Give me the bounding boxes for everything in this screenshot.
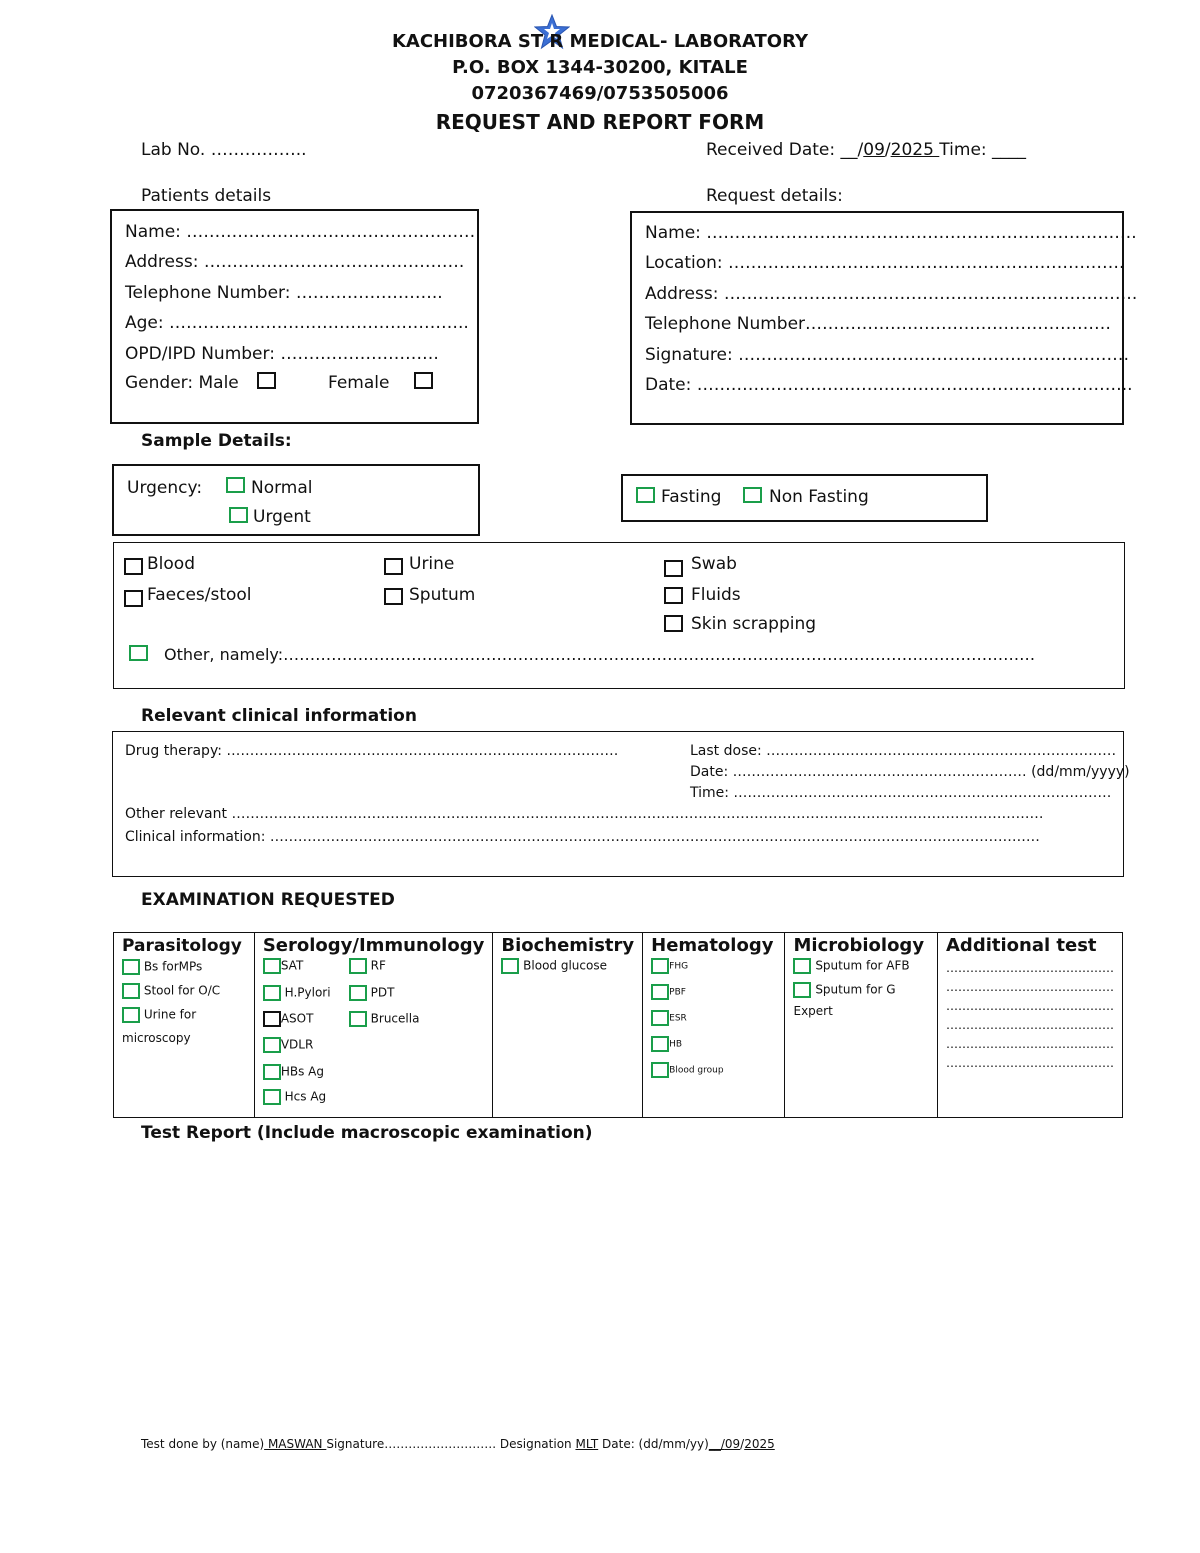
test-report-heading: Test Report (Include macroscopic examination) [141,1123,593,1143]
sat-label: SAT [280,958,304,973]
patient-telephone-field[interactable]: Telephone Number: …………………….. [125,283,443,303]
sample-skin-checkbox[interactable] [664,615,683,632]
sputum-g-checkbox[interactable] [793,982,811,998]
other-relevant-field[interactable]: Other relevant ………………………………………………………………………………………………………………………………………………………… [125,806,1044,822]
gender-male-label: Gender: Male [125,373,239,393]
hbsag-checkbox[interactable] [263,1064,281,1080]
sample-skin-label: Skin scrapping [691,614,817,634]
sample-urine-label: Urine [409,554,455,574]
footer-date-label: Date: (dd/mm/yy) [602,1437,709,1451]
clinical-info-heading: Relevant clinical information [141,706,417,726]
sputum-g-label: Sputum for G [815,982,896,997]
request-location-field[interactable]: Location: ……………………………………………………………. [645,253,1125,273]
urine-for-label: Urine for [143,1007,197,1022]
additional-line[interactable]: …………………………………… [946,999,1114,1013]
rf-label: RF [370,958,386,973]
signature-designation-label[interactable]: Signature………………………. Designation [326,1437,572,1451]
blood-group-checkbox[interactable] [651,1062,669,1078]
footer-line [141,1437,775,1451]
hematology-heading: Hematology [651,935,774,956]
hb-label: HB [669,1039,683,1050]
request-signature-field[interactable]: Signature: …………………………………………………………… [645,345,1130,365]
sample-sputum-checkbox[interactable] [384,588,403,605]
sample-fluids-label: Fluids [691,585,741,605]
fasting-checkbox[interactable] [636,487,655,503]
request-address-field[interactable]: Address: ………………………………………………………………. [645,284,1138,304]
additional-line[interactable]: …………………………………… [946,1018,1114,1032]
patient-name-field[interactable]: Name: ……………………………………………. [125,222,481,242]
serology-heading: Serology/Immunology [262,935,485,956]
pdt-checkbox[interactable] [349,985,367,1001]
sat-checkbox[interactable] [263,958,281,974]
clinical-information-field[interactable]: Clinical information: ………………………………………………………………………………………………………………………………………………… [125,829,1040,845]
hcsag-checkbox[interactable] [263,1089,281,1105]
hbsag-label: HBs Ag [280,1064,324,1079]
sputum-afb-label: Sputum for AFB [815,958,910,973]
received-year: 2025 [890,140,940,160]
brucella-label: Brucella [370,1011,420,1026]
sample-sputum-label: Sputum [409,585,476,605]
footer-date-prefix[interactable]: __/ [708,1437,725,1451]
hpylori-checkbox[interactable] [263,985,281,1001]
received-date[interactable] [706,140,1026,160]
lab-name: KACHIBORA ST R MEDICAL- LABORATORY [391,31,809,52]
gender-female-checkbox[interactable] [414,372,433,389]
serology-column [254,933,493,1118]
urgency-urgent-label: Urgent [253,507,311,527]
esr-checkbox[interactable] [651,1010,669,1026]
urgency-normal-label: Normal [251,478,313,498]
vdlr-checkbox[interactable] [263,1037,281,1053]
sample-fluids-checkbox[interactable] [664,587,683,604]
urgency-normal-checkbox[interactable] [226,477,245,493]
sample-other-checkbox[interactable] [129,645,148,661]
bs-mps-checkbox[interactable] [122,959,140,975]
parasitology-column [114,933,255,1118]
microbiology-heading: Microbiology [793,935,925,956]
last-dose-field[interactable]: Last dose: ………………………………………………………………… [690,743,1117,759]
test-report-area[interactable] [141,1150,1121,1420]
received-time: Time: ____ [939,140,1027,160]
urgency-label: Urgency: [127,478,203,498]
drug-therapy-field[interactable]: Drug therapy: ………………………………………………………………………… [125,743,619,759]
patient-age-field[interactable]: Age: …………………………………………….. [125,313,469,333]
blood-group-label: Blood group [669,1065,724,1076]
designation-value[interactable]: MLT [575,1437,599,1451]
exam-table [113,932,1123,1118]
rf-checkbox[interactable] [349,958,367,974]
biochemistry-column [493,933,643,1118]
additional-test-column [938,933,1123,1118]
additional-line[interactable]: …………………………………… [946,961,1114,975]
biochemistry-heading: Biochemistry [501,935,635,956]
additional-test-heading: Additional test [946,935,1097,956]
sputum-afb-checkbox[interactable] [793,958,811,974]
pdt-label: PDT [370,985,395,1000]
urine-for-checkbox[interactable] [122,1007,140,1023]
fasting-label: Fasting [661,487,722,507]
hcsag-label: Hcs Ag [284,1089,327,1104]
request-telephone-field[interactable]: Telephone Number……………………………………………… [645,314,1112,334]
patients-details-heading: Patients details [141,186,272,206]
fhg-checkbox[interactable] [651,958,669,974]
footer-sep: / [740,1437,745,1451]
urgency-urgent-checkbox[interactable] [229,507,248,523]
parasitology-heading: Parasitology [122,936,242,956]
clinical-time-field[interactable]: Time: ……………………………………………………………………… [690,785,1112,801]
lab-no-field[interactable]: Lab No. …………….. [141,140,307,160]
fhg-label: FHG [669,961,689,972]
blood-glucose-label: Blood glucose [523,958,607,973]
asot-label: ASOT [280,1011,314,1026]
bs-mps-label: Bs forMPs [143,959,203,974]
expert-label: Expert [793,1004,833,1018]
gender-male-checkbox[interactable] [257,372,276,389]
sample-types-box [113,542,1125,689]
received-date-label: Received Date: __/ [706,140,864,160]
form-title: REQUEST AND REPORT FORM [435,110,765,134]
request-details-heading: Request details: [706,186,843,206]
sample-swab-checkbox[interactable] [664,560,683,577]
received-month: 09 [863,140,885,160]
pbf-checkbox[interactable] [651,984,669,1000]
sample-blood-label: Blood [147,554,195,574]
sample-faeces-label: Faeces/stool [147,585,252,605]
sample-other-field[interactable]: Other, namely:…………………………………………………………………………………………………………………………… [164,645,1036,664]
brucella-checkbox[interactable] [349,1011,367,1027]
lab-phones: 0720367469/0753505006 [471,83,729,104]
footer-year: 2025 [744,1437,775,1451]
microbiology-column [785,933,938,1118]
sample-faeces-checkbox[interactable] [124,590,143,607]
microscopy-label: microscopy [122,1031,191,1045]
hematology-column [643,933,785,1118]
done-by-label: Test done by (name) [141,1437,265,1451]
additional-line[interactable]: …………………………………… [946,980,1114,994]
blood-glucose-checkbox[interactable] [501,958,519,974]
gender-female-label: Female [328,373,390,393]
exam-requested-heading: EXAMINATION REQUESTED [141,890,395,910]
lab-address: P.O. BOX 1344-30200, KITALE [452,57,748,78]
patient-address-field[interactable]: Address: ………………………………………. [125,252,465,272]
done-by-name[interactable]: MASWAN [264,1437,327,1451]
request-date-field[interactable]: Date: ………………………………………………………………….. [645,375,1133,395]
sample-urine-checkbox[interactable] [384,558,403,575]
non-fasting-checkbox[interactable] [743,487,762,503]
pbf-label: PBF [669,987,686,998]
stool-oc-checkbox[interactable] [122,983,140,999]
patient-opd-field[interactable]: OPD/IPD Number: ………………………. [125,344,439,364]
hb-checkbox[interactable] [651,1036,669,1052]
stool-oc-label: Stool for O/C [143,983,221,998]
request-name-field[interactable]: Name: …………………………………………………………………. [645,223,1137,243]
non-fasting-label: Non Fasting [769,487,869,507]
asot-checkbox[interactable] [263,1011,281,1027]
additional-line[interactable]: …………………………………… [946,1037,1114,1051]
sample-swab-label: Swab [691,554,737,574]
esr-label: ESR [669,1013,687,1024]
sample-blood-checkbox[interactable] [124,558,143,575]
clinical-date-field[interactable]: Date: ……………………………………………………… (dd/mm/yyyy) [690,764,1130,780]
additional-line[interactable]: …………………………………… [946,1056,1114,1070]
additional-test-lines[interactable] [946,959,1114,1073]
footer-month: 09 [724,1437,741,1451]
sample-details-heading: Sample Details: [141,431,292,451]
vdlr-label: VDLR [280,1037,314,1052]
hpylori-label: H.Pylori [284,985,331,1000]
received-sep: / [884,140,891,160]
